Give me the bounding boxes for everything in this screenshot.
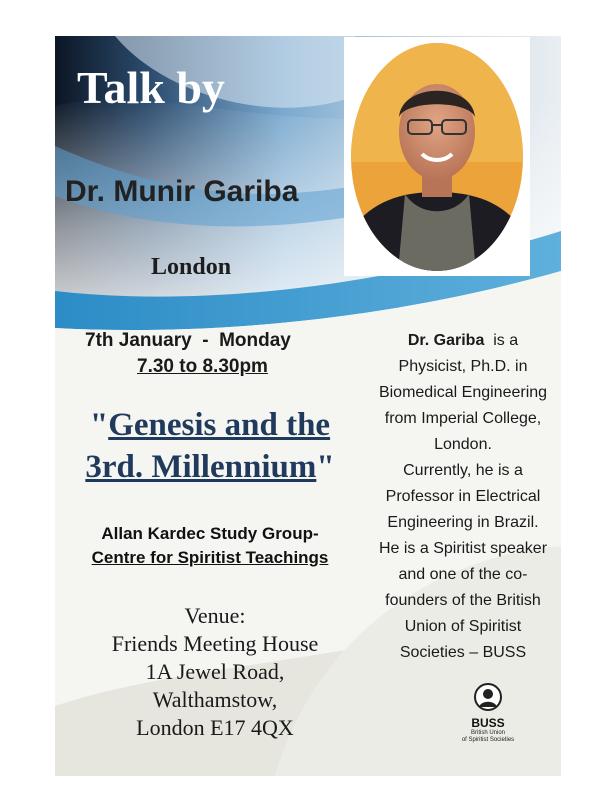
bio-line: Societies – BUSS [399, 644, 527, 661]
organizer-line-1: Allan Kardec Study Group- [101, 524, 319, 543]
bio-line: and one of the co- [398, 566, 528, 583]
venue-line: 1A Jewel Road, [145, 659, 285, 684]
bio-line: Physicist, Ph.D. in [398, 358, 528, 375]
bio-line: Union of Spiritist [404, 618, 522, 635]
organizer-line-2: Centre for Spiritist Teachings [91, 548, 329, 567]
poster [55, 36, 561, 776]
logo-line-1: British Union [470, 730, 505, 736]
talk-by-heading: Talk by [77, 62, 225, 113]
talk-title [55, 404, 365, 488]
bio-line: He is a Spiritist speaker [378, 540, 548, 557]
venue-line: Friends Meeting House [111, 631, 319, 656]
event-date: 7th January - Monday [85, 330, 291, 351]
logo-line-2: of Spiritist Societies [461, 737, 515, 743]
title-line-2: 3rd. Millennium [85, 449, 317, 485]
bio-line: London. [434, 436, 492, 453]
buss-logo [455, 682, 521, 744]
bio-line: Engineering in Brazil. [387, 514, 539, 531]
portrait-emblem-icon [473, 682, 503, 712]
venue-label: Venue: [184, 603, 246, 628]
bio-line: is a [493, 332, 519, 349]
event-time: 7.30 to 8.30pm [137, 356, 268, 377]
speaker-photo-frame [344, 37, 530, 276]
bio-line: from Imperial College, [384, 410, 542, 427]
speaker-name: Dr. Munir Gariba [65, 175, 299, 208]
bio-line: founders of the British [385, 592, 541, 609]
venue-line: London E17 4QX [136, 715, 294, 740]
speaker-photo [350, 42, 524, 272]
speaker-bio [373, 328, 553, 666]
city-label: London [151, 254, 232, 280]
bio-line: Professor in Electrical [385, 488, 541, 505]
title-line-1: Genesis and the [108, 407, 331, 443]
bio-line: Biomedical Engineering [378, 384, 548, 401]
logo-abbr: BUSS [471, 716, 505, 730]
bio-line: Currently, he is a [403, 462, 523, 479]
quote-open: " [89, 407, 109, 443]
bio-name: Dr. Gariba [407, 332, 485, 349]
venue-line: Walthamstow, [152, 687, 278, 712]
quote-close: " [316, 449, 335, 485]
venue-block [75, 602, 355, 742]
